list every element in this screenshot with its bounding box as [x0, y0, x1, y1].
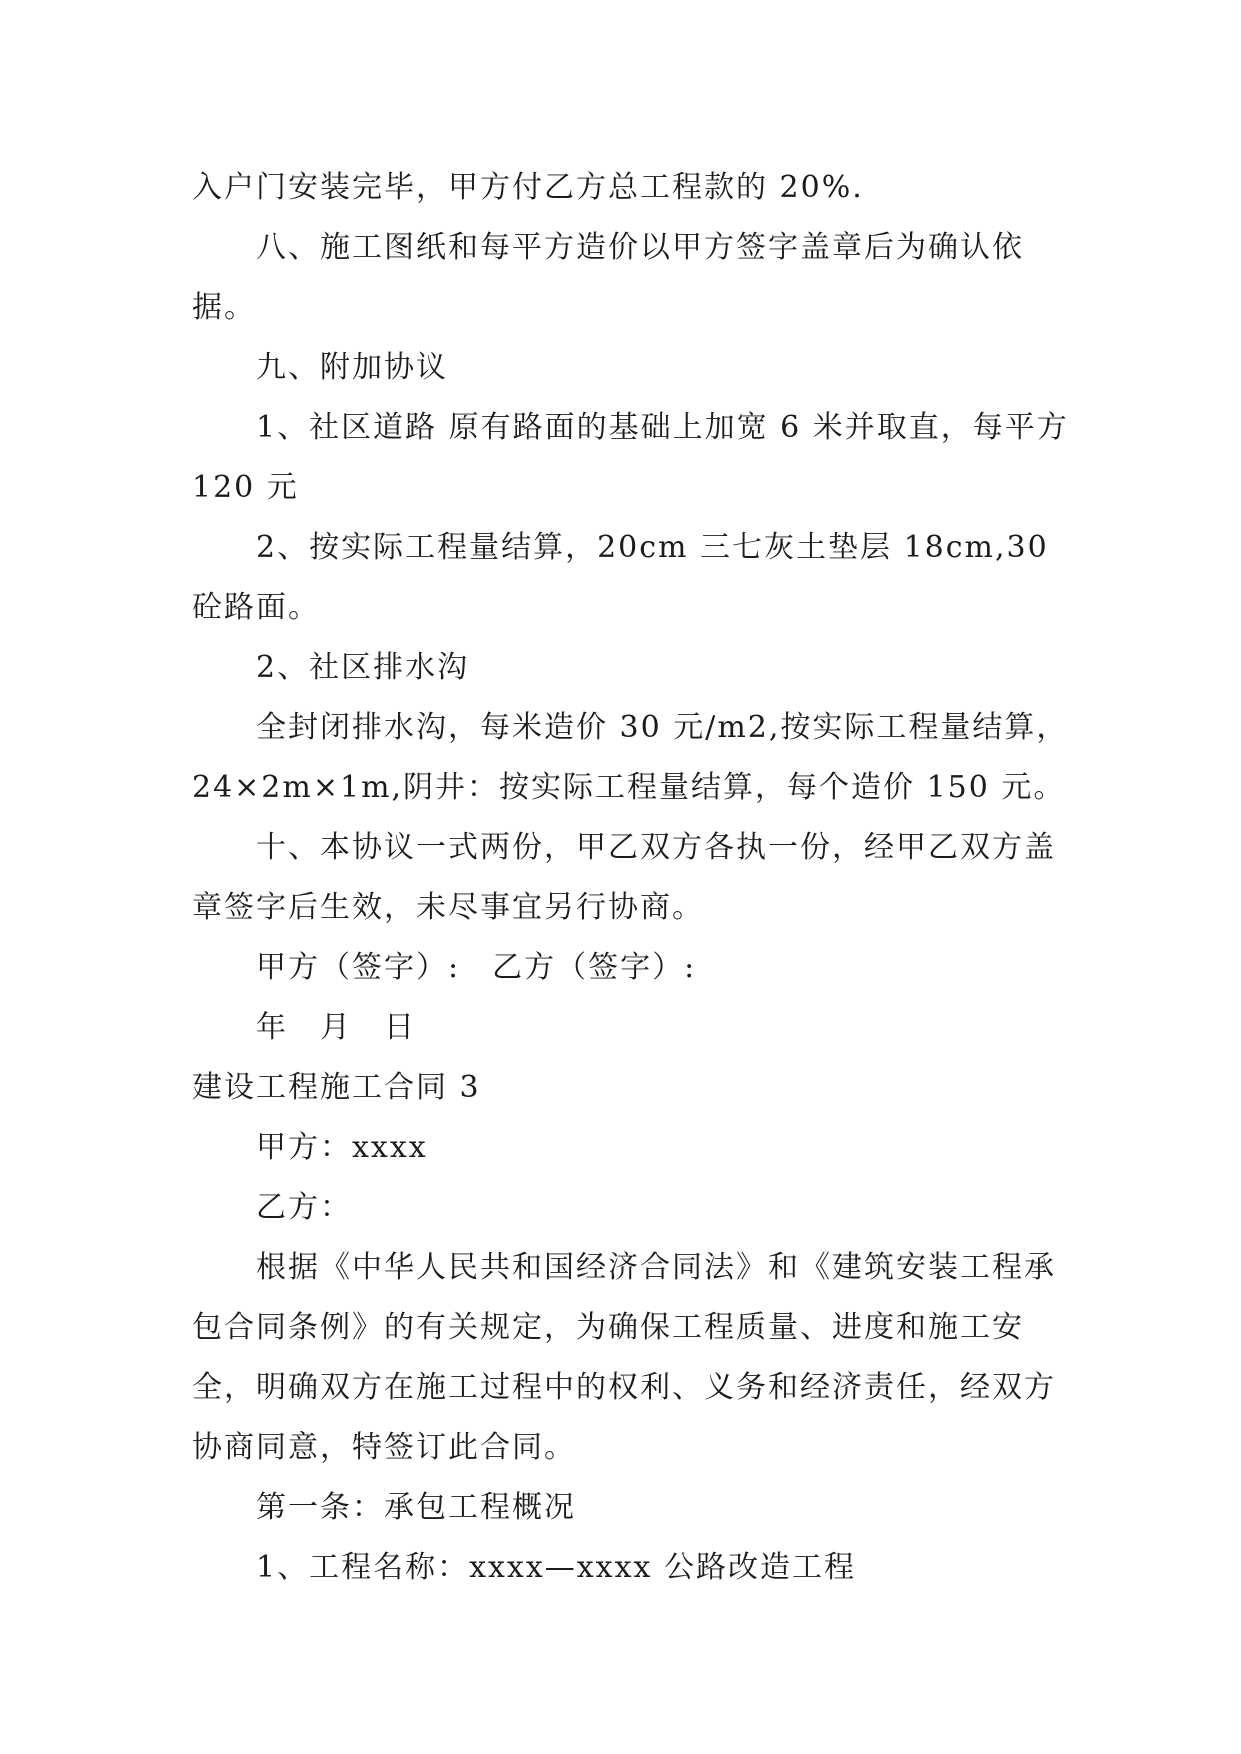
paragraph-date: 年 月 日 [256, 1010, 416, 1045]
contract-title: 建设工程施工合同 3 [192, 1070, 481, 1105]
paragraph-party-a: 甲方：xxxx [256, 1130, 428, 1165]
paragraph-road-item: 1、社区道路 原有路面的基础上加宽 6 米并取直，每平方 120 元 [192, 410, 1081, 505]
paragraph-project-name: 1、工程名称：xxxx—xxxx 公路改造工程 [256, 1550, 856, 1585]
paragraph-road-settlement: 2、按实际工程量结算，20cm 三七灰土垫层 18cm,30 砼路面。 [192, 530, 1061, 625]
paragraph-article-1-heading: 第一条：承包工程概况 [256, 1490, 576, 1525]
paragraph-section-9-heading: 九、附加协议 [256, 350, 448, 385]
paragraph-drainage-detail: 全封闭排水沟，每米造价 30 元/m2,按实际工程量结算，24×2m×1m,阴井：按实际工程量结算，每个造价 150 元。 [192, 710, 1069, 805]
paragraph-signatures: 甲方（签字）: 乙方（签字）: [256, 950, 697, 985]
paragraph-section-10: 十、本协议一式两份，甲乙双方各执一份，经甲乙双方盖章签字后生效，未尽事宜另行协商。 [192, 830, 1056, 925]
paragraph-section-8: 八、施工图纸和每平方造价以甲方签字盖章后为确认依据。 [192, 230, 1024, 325]
paragraph-drainage-heading: 2、社区排水沟 [256, 650, 470, 685]
paragraph-party-b: 乙方： [256, 1190, 352, 1225]
document-body [192, 158, 1081, 1598]
paragraph-preamble: 根据《中华人民共和国经济合同法》和《建筑安装工程承包合同条例》的有关规定，为确保工程质量、进度和施工安全，明确双方在施工过程中的权利、义务和经济责任，经双方协商同意，特签订此合同。 [192, 1250, 1056, 1465]
paragraph-payment-clause: 入户门安装完毕，甲方付乙方总工程款的 20%. [192, 170, 864, 205]
